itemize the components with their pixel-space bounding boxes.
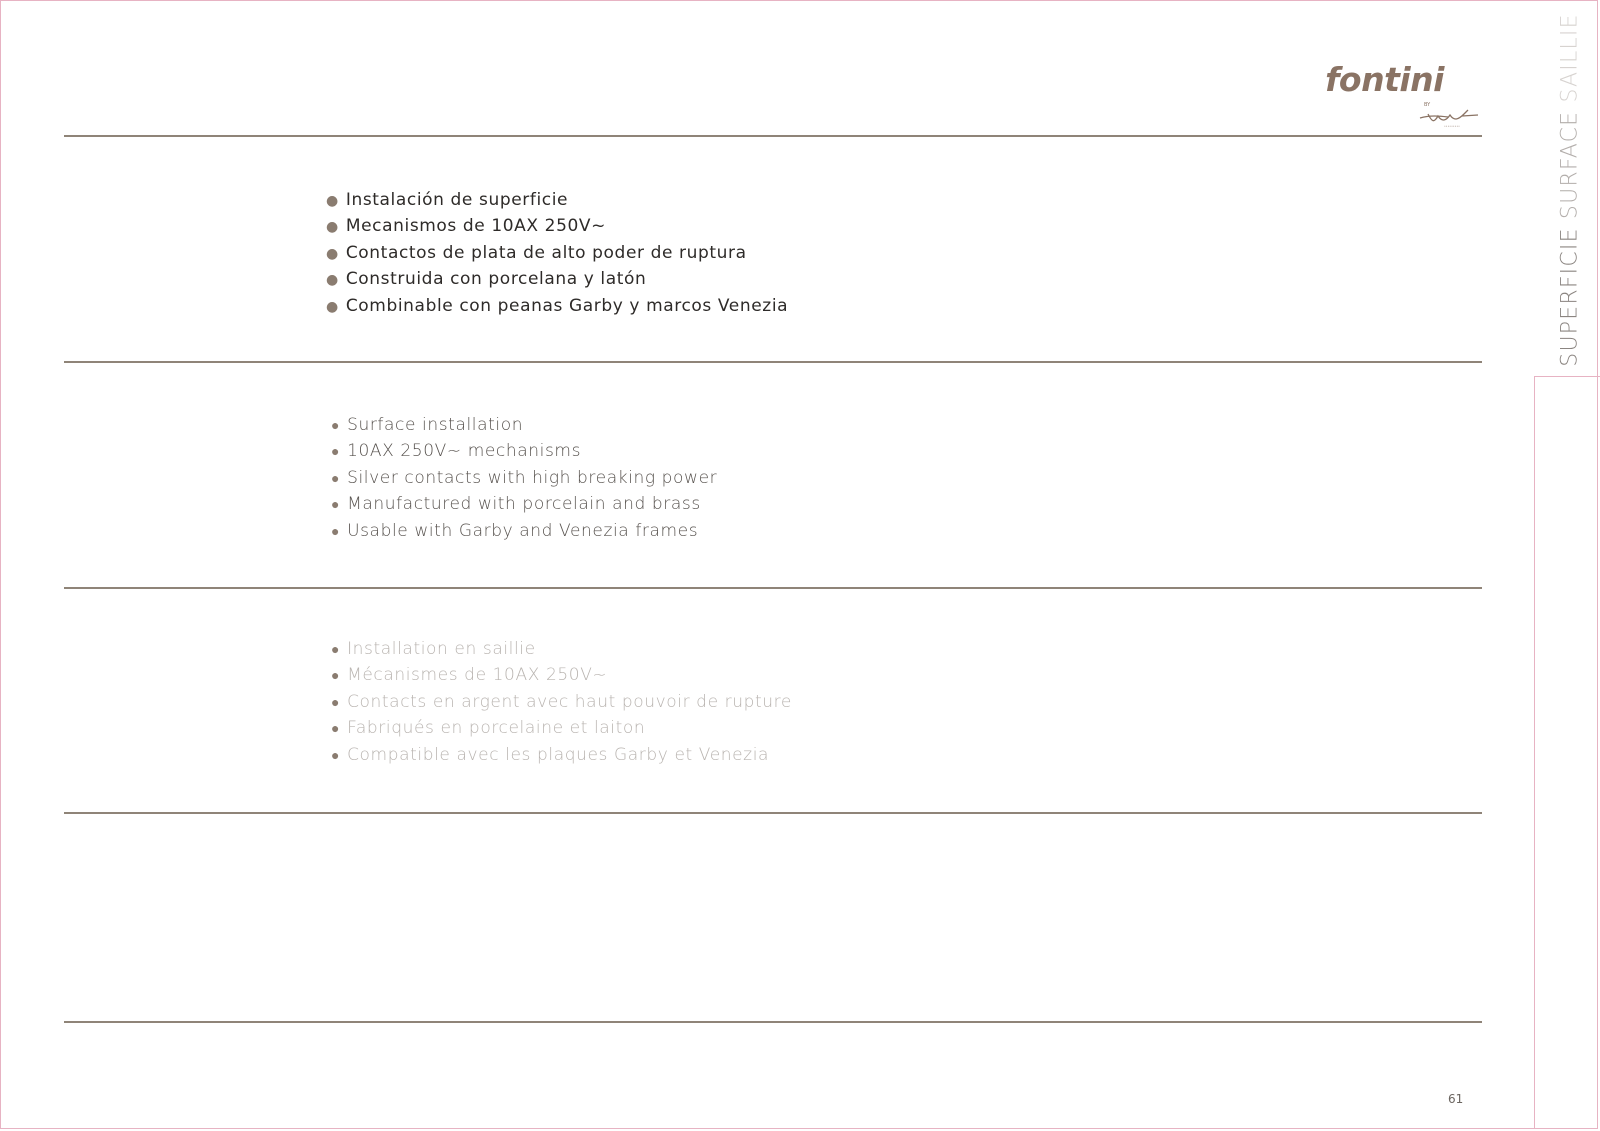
bullet-icon: ● [326,298,339,315]
list-item: ● Usable with Garby and Venezia frames [331,520,699,541]
logo-wordmark: fontini [1325,60,1444,99]
list-item: ● 10AX 250V~ mechanisms [331,441,582,462]
bullet-icon: ● [326,245,339,262]
list-item: ● Instalación de superficie [326,190,569,210]
signature-logo-icon [1418,108,1480,128]
divider-rule [64,812,1482,814]
list-item: ● Combinable con peanas Garby y marcos Venezia [326,295,789,316]
divider-rule [64,1021,1482,1023]
list-item: ● Fabriqués en porcelaine et laiton [331,718,646,739]
bullet-icon: ● [331,418,341,434]
fontini-logo [1306,60,1484,136]
divider-rule [64,135,1482,137]
bullet-icon: ● [331,642,341,658]
bullet-icon: ● [331,523,341,540]
title-fr: SAILLIE [1557,13,1583,103]
bullet-icon: ● [331,668,341,685]
svg-text:•••••••••: ••••••••• [1444,124,1460,128]
bullet-icon: ● [331,694,341,711]
bullet-icon: ● [331,747,341,764]
logo-by-label: BY [1424,102,1431,108]
bullet-icon: ● [326,272,339,289]
side-tab-divider [1534,376,1600,377]
list-item: ● Manufactured with porcelain and brass [331,494,701,515]
list-item: ● Silver contacts with high breaking power [331,467,718,488]
divider-rule [64,587,1482,589]
list-item: ● Compatible avec les plaques Garby et Venezia [331,744,770,765]
divider-rule [64,361,1482,363]
list-item: ● Mécanismes de 10AX 250V~ [331,665,608,686]
list-item: ● Mecanismos de 10AX 250V~ [326,216,606,237]
title-en: SURFACE [1557,110,1583,220]
list-item: ● Construida con porcelana y latón [326,269,647,290]
bullet-icon: ● [331,497,341,514]
bullet-icon: ● [331,470,341,487]
features-list-en [331,412,717,544]
vertical-section-title [1558,13,1583,366]
features-list-fr [331,636,792,768]
side-divider [1534,376,1535,1129]
list-item: ● Contacts en argent avec haut pouvoir de rupture [331,691,792,712]
list-item: ● Contactos de plata de alto poder de ruptura [326,242,747,263]
bullet-icon: ● [326,219,339,236]
title-es: SUPERFICIE [1557,227,1583,367]
list-item: ● Installation en saillie [331,639,536,659]
list-item: ● Surface installation [331,415,524,435]
page-number: 61 [1448,1092,1464,1106]
bullet-icon: ● [331,721,341,738]
bullet-icon: ● [326,193,339,209]
bullet-icon: ● [331,444,341,461]
features-list-es [326,187,788,319]
